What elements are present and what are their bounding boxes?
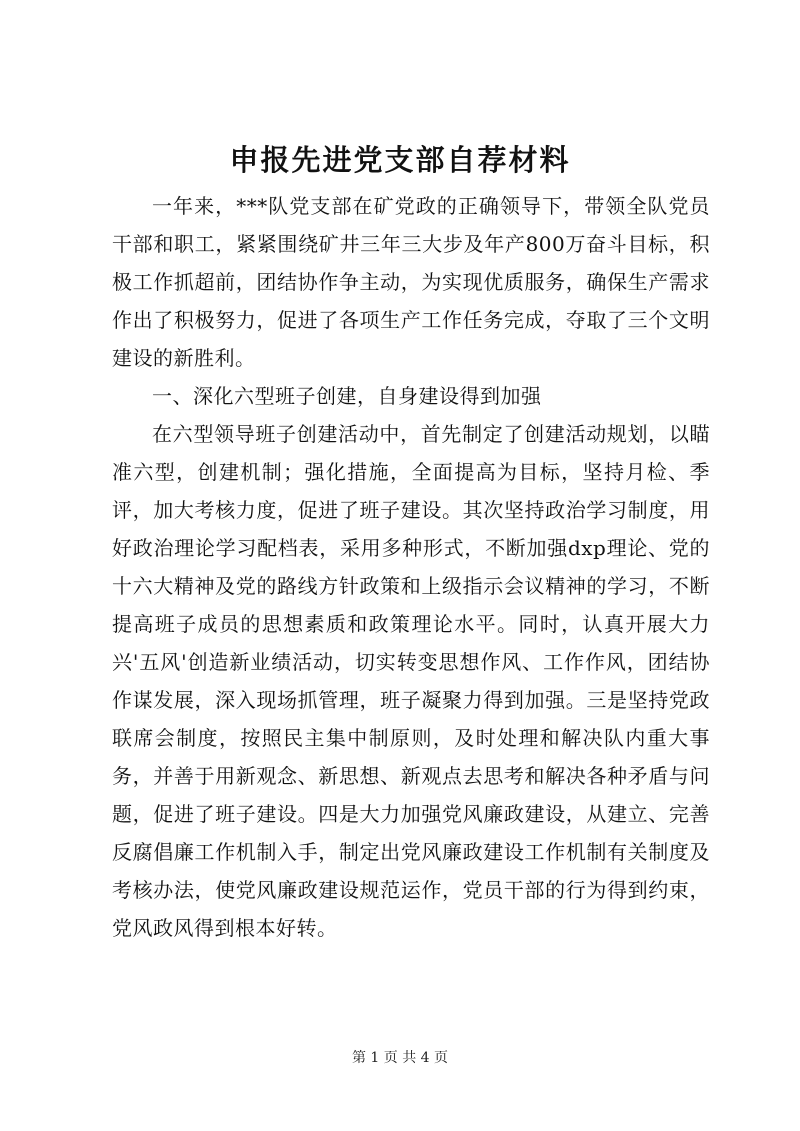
document-title: 申报先进党支部自荐材料 bbox=[229, 143, 571, 177]
page-footer: 第 1 页 共 4 页 bbox=[351, 1050, 449, 1066]
section-paragraph: 在六型领导班子创建活动中，首先制定了创建活动规划，以瞄准六型，创建机制；强化措施，全面提高为目标，坚持月检、季评，加大考核力度，促进了班子建设。其次坚持政治学习制度，用好政治理论学习配档表，采用多种形式，不断加强dxp理论、党的十六大精神及党的路线方针政策和上级指示会议精神的学习，不断提高班子成员的思想素质和政策理论水平。同时，认真开展大力兴'五风'创造新业绩活动，切实转变思想作风、工作作风，团结协作谋发展，深入现场抓管理，班子凝聚力得到加强。三是坚持党政联席会制度，按照民主集中制原则，及时处理和解决队内重大事务，并善于用新观念、新思想、新观点去思考和解决各种矛盾与问题，促进了班子建设。四是大力加强党风廉政建设，从建立、完善反腐倡廉工作机制入手，制定出党风廉政建设工作机制有关制度及考核办法，使党风廉政建设规范运作，党员干部的行为得到约束，党风政风得到根本好转。 bbox=[112, 422, 710, 940]
document-body bbox=[112, 187, 710, 947]
intro-paragraph: 一年来，***队党支部在矿党政的正确领导下，带领全队党员干部和职工，紧紧围绕矿井三年三大步及年产800万奋斗目标，积极工作抓超前，团结协作争主动，为实现优质服务，确保生产需求作出了积极努力，促进了各项生产工作任务完成，夺取了三个文明建设的新胜利。 bbox=[112, 194, 710, 370]
section-heading: 一、深化六型班子创建，自身建设得到加强 bbox=[152, 384, 542, 408]
